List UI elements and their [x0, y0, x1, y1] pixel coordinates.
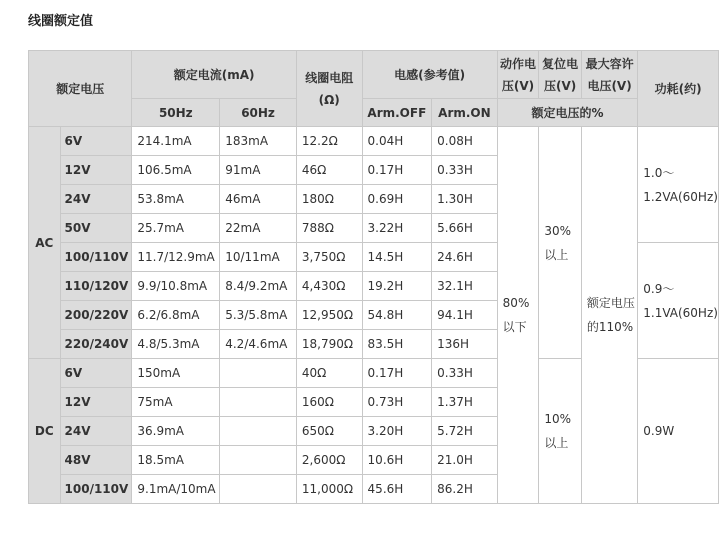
header-percent-of-rated: 额定电压的%: [497, 99, 638, 127]
resistance-cell: 4,430Ω: [296, 272, 362, 301]
resistance-cell: 160Ω: [296, 388, 362, 417]
arm-on-cell: 5.72H: [432, 417, 498, 446]
ac-reset-voltage-cell: 30%以上: [539, 127, 582, 359]
max-allowed-voltage-cell: 额定电压的110%: [581, 127, 637, 504]
header-power: 功耗(约): [638, 51, 719, 127]
rated-voltage-cell: 50V: [60, 214, 132, 243]
group-label-ac: AC: [29, 127, 61, 359]
current-50hz-cell: 9.9/10.8mA: [132, 272, 220, 301]
arm-on-cell: 1.37H: [432, 388, 498, 417]
arm-off-cell: 0.69H: [362, 185, 432, 214]
rated-voltage-cell: 24V: [60, 417, 132, 446]
current-50hz-cell: 11.7/12.9mA: [132, 243, 220, 272]
current-50hz-cell: 53.8mA: [132, 185, 220, 214]
current-60hz-cell-empty: [220, 388, 297, 417]
rated-voltage-cell: 6V: [60, 359, 132, 388]
current-60hz-cell-empty: [220, 417, 297, 446]
resistance-cell: 3,750Ω: [296, 243, 362, 272]
operate-voltage-cell: 80%以下: [497, 127, 539, 504]
arm-on-cell: 0.33H: [432, 156, 498, 185]
arm-on-cell: 32.1H: [432, 272, 498, 301]
rated-voltage-cell: 12V: [60, 388, 132, 417]
current-cell: 9.1mA/10mA: [132, 475, 220, 504]
current-60hz-cell: 8.4/9.2mA: [220, 272, 297, 301]
current-60hz-cell-empty: [220, 475, 297, 504]
dc-power-cell: 0.9W: [638, 359, 719, 504]
rated-voltage-cell: 110/120V: [60, 272, 132, 301]
header-rated-voltage: 额定电压: [29, 51, 132, 127]
ac-power-group2-cell: 0.9～1.1VA(60Hz): [638, 243, 719, 359]
current-60hz-cell-empty: [220, 446, 297, 475]
current-60hz-cell: 5.3/5.8mA: [220, 301, 297, 330]
rated-voltage-cell: 100/110V: [60, 243, 132, 272]
arm-off-cell: 19.2H: [362, 272, 432, 301]
header-60hz: 60Hz: [220, 99, 297, 127]
current-50hz-cell: 25.7mA: [132, 214, 220, 243]
ac-power-group1-cell: 1.0～1.2VA(60Hz): [638, 127, 719, 243]
rated-voltage-cell: 100/110V: [60, 475, 132, 504]
arm-on-cell: 0.33H: [432, 359, 498, 388]
resistance-cell: 11,000Ω: [296, 475, 362, 504]
arm-off-cell: 3.22H: [362, 214, 432, 243]
current-60hz-cell: 22mA: [220, 214, 297, 243]
arm-on-cell: 5.66H: [432, 214, 498, 243]
page-title: 线圈额定值: [28, 14, 94, 29]
arm-off-cell: 3.20H: [362, 417, 432, 446]
resistance-cell: 12,950Ω: [296, 301, 362, 330]
group-label-dc: DC: [29, 359, 61, 504]
current-60hz-cell: 4.2/4.6mA: [220, 330, 297, 359]
arm-off-cell: 54.8H: [362, 301, 432, 330]
arm-off-cell: 0.04H: [362, 127, 432, 156]
rated-voltage-cell: 200/220V: [60, 301, 132, 330]
header-rated-current: 额定电流(mA): [132, 51, 297, 99]
arm-on-cell: 94.1H: [432, 301, 498, 330]
arm-off-cell: 45.6H: [362, 475, 432, 504]
arm-off-cell: 83.5H: [362, 330, 432, 359]
resistance-cell: 12.2Ω: [296, 127, 362, 156]
arm-off-cell: 0.73H: [362, 388, 432, 417]
rated-voltage-cell: 48V: [60, 446, 132, 475]
arm-on-cell: 24.6H: [432, 243, 498, 272]
current-60hz-cell: 10/11mA: [220, 243, 297, 272]
arm-on-cell: 86.2H: [432, 475, 498, 504]
current-50hz-cell: 6.2/6.8mA: [132, 301, 220, 330]
current-60hz-cell: 46mA: [220, 185, 297, 214]
rated-voltage-cell: 12V: [60, 156, 132, 185]
arm-on-cell: 0.08H: [432, 127, 498, 156]
arm-on-cell: 1.30H: [432, 185, 498, 214]
resistance-cell: 650Ω: [296, 417, 362, 446]
arm-off-cell: 0.17H: [362, 359, 432, 388]
current-cell: 18.5mA: [132, 446, 220, 475]
header-operate-voltage: 动作电压(V): [497, 51, 539, 99]
current-cell: 75mA: [132, 388, 220, 417]
resistance-cell: 18,790Ω: [296, 330, 362, 359]
resistance-cell: 40Ω: [296, 359, 362, 388]
current-cell: 36.9mA: [132, 417, 220, 446]
header-arm-off: Arm.OFF: [362, 99, 432, 127]
table-row: [29, 127, 719, 156]
header-coil-resistance: 线圈电阻(Ω): [296, 51, 362, 127]
current-60hz-cell: 183mA: [220, 127, 297, 156]
current-60hz-cell: 91mA: [220, 156, 297, 185]
arm-on-cell: 136H: [432, 330, 498, 359]
header-inductance: 电感(参考值): [362, 51, 497, 99]
current-cell: 150mA: [132, 359, 220, 388]
header-reset-voltage: 复位电压(V): [539, 51, 582, 99]
header-50hz: 50Hz: [132, 99, 220, 127]
resistance-cell: 2,600Ω: [296, 446, 362, 475]
header-arm-on: Arm.ON: [432, 99, 498, 127]
rated-voltage-cell: 6V: [60, 127, 132, 156]
resistance-cell: 788Ω: [296, 214, 362, 243]
header-max-allowed-voltage: 最大容许电压(V): [581, 51, 637, 99]
current-60hz-cell-empty: [220, 359, 297, 388]
coil-rating-table: [28, 50, 719, 504]
arm-off-cell: 10.6H: [362, 446, 432, 475]
rated-voltage-cell: 220/240V: [60, 330, 132, 359]
rated-voltage-cell: 24V: [60, 185, 132, 214]
resistance-cell: 46Ω: [296, 156, 362, 185]
arm-on-cell: 21.0H: [432, 446, 498, 475]
resistance-cell: 180Ω: [296, 185, 362, 214]
current-50hz-cell: 106.5mA: [132, 156, 220, 185]
current-50hz-cell: 214.1mA: [132, 127, 220, 156]
arm-off-cell: 14.5H: [362, 243, 432, 272]
dc-reset-voltage-cell: 10%以上: [539, 359, 582, 504]
arm-off-cell: 0.17H: [362, 156, 432, 185]
current-50hz-cell: 4.8/5.3mA: [132, 330, 220, 359]
